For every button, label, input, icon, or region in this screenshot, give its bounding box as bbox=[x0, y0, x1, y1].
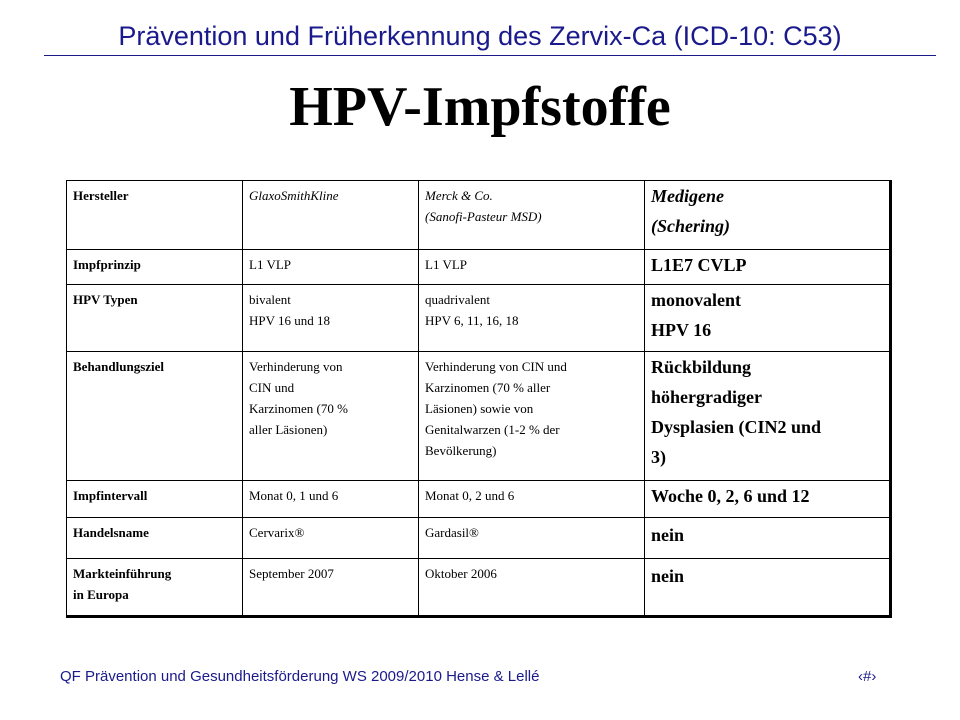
table-row-behandlungsziel bbox=[67, 352, 891, 481]
table-cell: Rückbildung höhergradiger Dysplasien (CIN2 und 3) bbox=[645, 352, 891, 481]
table-cell: L1 VLP bbox=[243, 250, 419, 285]
header-title: Prävention und Früherkennung des Zervix-Ca (ICD-10: C53) bbox=[118, 21, 842, 51]
slide-number-marker: ‹#› bbox=[858, 668, 877, 685]
table-cell: Oktober 2006 bbox=[419, 559, 645, 617]
table-row-markteinfuehrung bbox=[67, 559, 891, 617]
table-cell: quadrivalent HPV 6, 11, 16, 18 bbox=[419, 285, 645, 352]
table-cell: nein bbox=[645, 518, 891, 559]
table-row-hpv-typen bbox=[67, 285, 891, 352]
table-cell: bivalent HPV 16 und 18 bbox=[243, 285, 419, 352]
footer-course-info: QF Prävention und Gesundheitsförderung WS 2009/2010 Hense & Lellé bbox=[60, 668, 540, 685]
table-cell: nein bbox=[645, 559, 891, 617]
cell-glaxo: GlaxoSmithKline bbox=[243, 181, 419, 250]
table-row-handelsname bbox=[67, 518, 891, 559]
table-cell: Gardasil® bbox=[419, 518, 645, 559]
table-cell: L1E7 CVLP bbox=[645, 250, 891, 285]
row-label: Hersteller bbox=[67, 181, 243, 250]
row-label: HPV Typen bbox=[67, 285, 243, 352]
row-label: Markteinführung in Europa bbox=[67, 559, 243, 617]
row-label: Handelsname bbox=[67, 518, 243, 559]
cell-merck: Merck & Co. (Sanofi-Pasteur MSD) bbox=[419, 181, 645, 250]
row-label: Impfintervall bbox=[67, 481, 243, 518]
cell-medigene: Medigene (Schering) bbox=[645, 181, 891, 250]
row-label: Behandlungsziel bbox=[67, 352, 243, 481]
table-row-impfintervall bbox=[67, 481, 891, 518]
table-cell: Verhinderung von CIN und Karzinomen (70 % aller Läsionen) bbox=[243, 352, 419, 481]
table-cell: Verhinderung von CIN und Karzinomen (70 % aller Läsionen) sowie von Genitalwarzen (1-2 % der Bevölkerung) bbox=[419, 352, 645, 481]
table-cell: Woche 0, 2, 6 und 12 bbox=[645, 481, 891, 518]
table-cell: Monat 0, 2 und 6 bbox=[419, 481, 645, 518]
table-cell: L1 VLP bbox=[419, 250, 645, 285]
row-label: Impfprinzip bbox=[67, 250, 243, 285]
vaccine-comparison-table bbox=[66, 180, 892, 618]
table-cell: Cervarix® bbox=[243, 518, 419, 559]
table-row-impfprinzip bbox=[67, 250, 891, 285]
slide-title: HPV-Impfstoffe bbox=[289, 76, 671, 138]
table-row-hersteller bbox=[67, 181, 891, 250]
header-divider bbox=[44, 55, 936, 56]
table-cell: Monat 0, 1 und 6 bbox=[243, 481, 419, 518]
table-cell: September 2007 bbox=[243, 559, 419, 617]
table-cell: monovalent HPV 16 bbox=[645, 285, 891, 352]
